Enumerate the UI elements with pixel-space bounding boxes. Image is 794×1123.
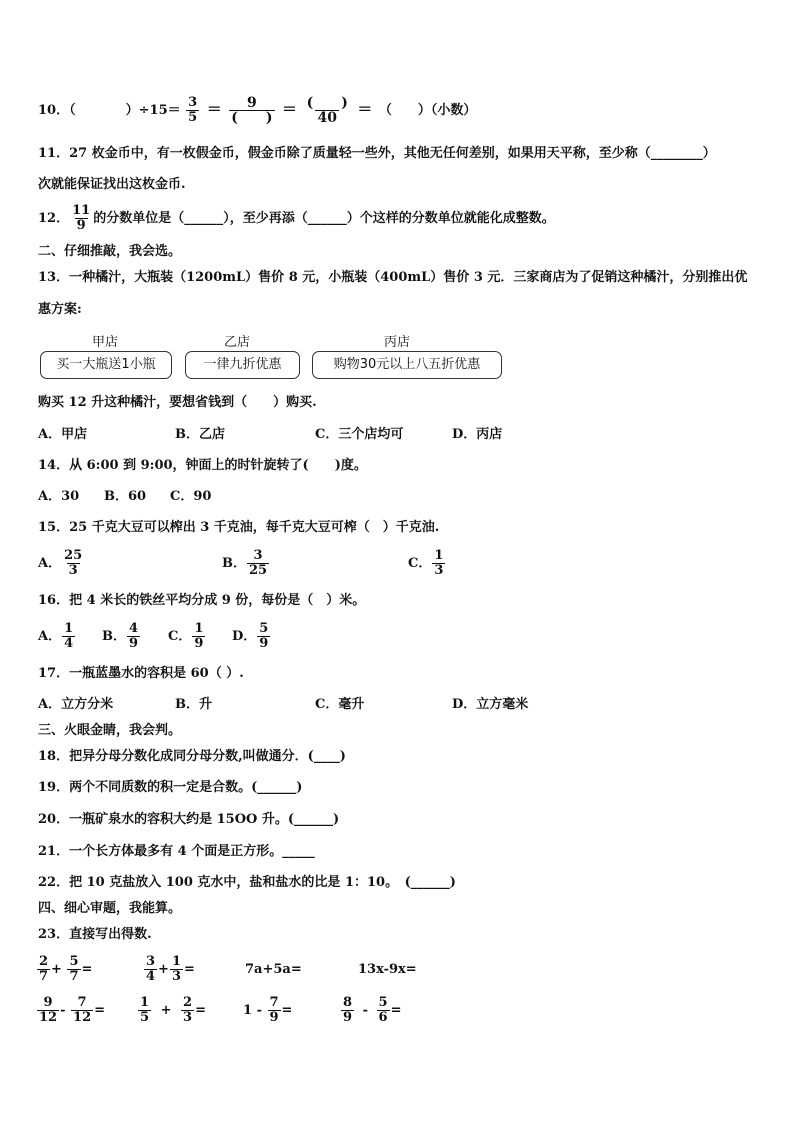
shop-offer-jia: 买一大瓶送1小瓶 xyxy=(40,351,172,379)
fraction: $\frac{11}{9}$ xyxy=(72,203,91,233)
option-a[interactable]: A．立方分米 xyxy=(38,697,114,712)
equals-sign: ＝ xyxy=(282,100,298,118)
option-b[interactable]: B．乙店 xyxy=(175,427,225,442)
question-17: 17．一瓶蓝墨水的容积是 60（ ）. xyxy=(38,666,244,681)
calc-item: $\frac{2}{7}$ + $\frac{5}{7}$ = xyxy=(39,954,93,984)
paren: （ xyxy=(69,103,76,118)
question-text: 的分数单位是（______），至少再添（______）个这样的分数单位就能化成整数。 xyxy=(93,211,555,226)
fraction: $\frac{1}{9}$ xyxy=(194,621,204,651)
question-18: 18．把异分母分数化成同分母分数,叫做通分．(____) xyxy=(38,749,346,764)
shop-offer-bing: 购物30元以上八五折优惠 xyxy=(312,351,502,379)
question-21: 21．一个长方体最多有 4 个面是正方形。_____ xyxy=(38,844,315,859)
fraction: $\frac{4}{9}$ xyxy=(129,621,139,651)
calc-item: $\frac{8}{9}$ - $\frac{5}{6}$ = xyxy=(343,995,402,1025)
fraction: $\frac{1}{3}$ xyxy=(434,548,444,578)
calc-item: $\frac{3}{4}$ + $\frac{1}{3}$ = xyxy=(146,954,195,984)
division-text: ÷15＝ xyxy=(138,103,181,118)
option-c[interactable]: C． $\frac{1}{3}$ xyxy=(408,548,444,578)
fraction: $\frac{9}{( )}$ xyxy=(231,95,273,126)
calc-item: $\frac{9}{12}$ - $\frac{7}{12}$ = xyxy=(39,995,106,1025)
question-13-line-1: 13．一种橘汁，大瓶装（1200mL）售价 8 元，小瓶装（400mL）售价 3 元．三家商店为了促销这种橘汁，分别推出优 xyxy=(38,270,748,285)
question-23-title: 23．直接写出得数. xyxy=(38,927,152,942)
option-a[interactable]: A． $\frac{25}{3}$ xyxy=(38,548,83,578)
question-10 xyxy=(38,96,476,125)
option-b[interactable]: B． $\frac{4}{9}$ xyxy=(102,621,139,651)
equals-sign: ＝ xyxy=(357,100,373,118)
question-20: 20．一瓶矿泉水的容积大约是 15OO 升。(______) xyxy=(38,812,340,827)
question-19: 19．两个不同质数的积一定是合数。(______) xyxy=(38,780,303,795)
option-a[interactable]: A．甲店 xyxy=(38,427,88,442)
calc-item: $\frac{1}{5}$ + $\frac{2}{3}$ = xyxy=(140,995,206,1025)
fraction: $\frac{1}{4}$ xyxy=(64,621,74,651)
option-d[interactable]: D．丙店 xyxy=(452,427,503,442)
option-c[interactable]: C．三个店均可 xyxy=(315,427,404,442)
calc-item: 7a+5a= xyxy=(245,962,302,977)
section-4-heading: 四、细心审题，我能算。 xyxy=(38,901,182,916)
question-13-prompt: 购买 12 升这种橘汁，要想省钱到（ ）购买. xyxy=(38,395,317,410)
option-a[interactable]: A． $\frac{1}{4}$ xyxy=(38,621,74,651)
option-b[interactable]: B．60 xyxy=(104,489,147,504)
calc-item: 1 - $\frac{7}{9}$ = xyxy=(243,995,293,1025)
option-d[interactable]: D．立方毫米 xyxy=(452,697,529,712)
decimal-blank-text: （ ）（小数） xyxy=(378,103,477,118)
fraction: $\frac{3}{5}$ xyxy=(188,95,198,125)
option-a[interactable]: A．30 xyxy=(38,489,80,504)
fraction: $\frac{25}{3}$ xyxy=(64,548,83,578)
question-number: 10． xyxy=(38,103,70,118)
option-c[interactable]: C．毫升 xyxy=(315,697,365,712)
option-c[interactable]: C． $\frac{1}{9}$ xyxy=(168,621,204,651)
paren: ） xyxy=(125,103,139,118)
question-13-line-2: 惠方案: xyxy=(38,302,82,317)
shop-name-yi: 乙店 xyxy=(223,335,250,350)
question-11-line-1: 11．27 枚金币中，有一枚假金币，假金币除了质量轻一些外，其他无任何差别，如果用天平称，至少称（________） xyxy=(38,146,716,161)
question-number: 12． xyxy=(38,211,70,226)
question-22: 22．把 10 克盐放入 100 克水中，盐和盐水的比是 1：10。 (______) xyxy=(38,875,456,890)
question-15: 15．25 千克大豆可以榨出 3 千克油，每千克大豆可榨（ ）千克油. xyxy=(38,520,440,535)
shop-name-jia: 甲店 xyxy=(91,335,118,350)
question-14: 14．从 6:00 到 9:00，钟面上的时针旋转了( )度。 xyxy=(38,458,367,473)
equals-sign: ＝ xyxy=(206,100,222,118)
calc-item: 13x-9x= xyxy=(358,962,417,977)
section-2-heading: 二、仔细推敲，我会选。 xyxy=(38,244,182,259)
section-3-heading: 三、火眼金睛，我会判。 xyxy=(38,723,182,738)
question-11-line-2: 次就能保证找出这枚金币. xyxy=(38,177,186,192)
option-d[interactable]: D． $\frac{5}{9}$ xyxy=(232,621,269,651)
option-c[interactable]: C．90 xyxy=(170,489,212,504)
fraction: $\frac{( )}{40}$ xyxy=(306,95,348,126)
shop-name-bing: 丙店 xyxy=(383,335,410,350)
option-b[interactable]: B．升 xyxy=(175,697,212,712)
option-b[interactable]: B． $\frac{3}{25}$ xyxy=(222,548,268,578)
fraction: $\frac{5}{9}$ xyxy=(259,621,269,651)
fraction: $\frac{3}{25}$ xyxy=(249,548,268,578)
question-12 xyxy=(38,204,555,233)
shop-offer-yi: 一律九折优惠 xyxy=(185,351,300,379)
question-16: 16．把 4 米长的铁丝平均分成 9 份，每份是（ ）米。 xyxy=(38,593,366,608)
